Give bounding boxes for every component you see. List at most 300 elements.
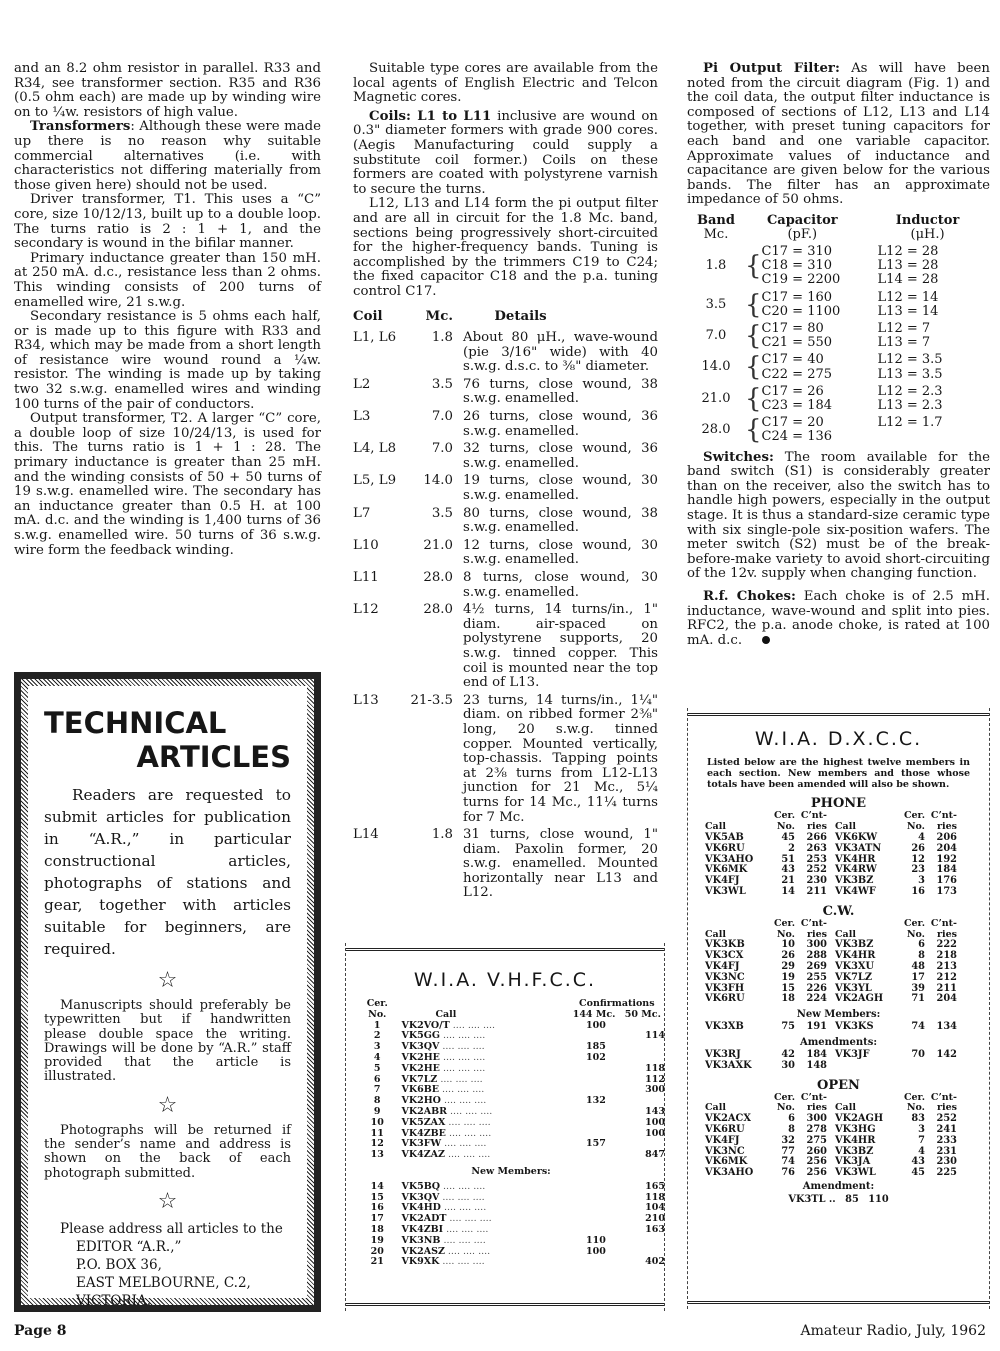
call: VK3JA: [835, 1156, 871, 1168]
leader-dots: .... .... ....: [440, 1180, 486, 1192]
cer-no: 2: [788, 842, 795, 854]
cer-no: 51: [781, 853, 795, 865]
cert-number: 12: [370, 1138, 384, 1150]
call: VK6KW: [835, 831, 878, 843]
address-line: VICTORIA.: [76, 1292, 152, 1309]
cer-no: 48: [911, 960, 925, 972]
column-header: [745, 214, 860, 242]
coil-table: [353, 310, 658, 902]
section-cw: C.W.: [822, 903, 855, 919]
coil-band: 3.5: [431, 505, 453, 521]
callsign-text: VK2HE: [401, 1051, 440, 1063]
cert-number: 8: [373, 1095, 381, 1107]
dxcc-phone-body: [705, 833, 965, 898]
paragraph-pi-filter: [687, 62, 990, 208]
coil-details: 12 turns, close wound, 30 s.w.g. enamelled.: [463, 537, 658, 568]
inductor-value: L12 = 2.3: [877, 383, 943, 399]
cer-no: [895, 1061, 925, 1072]
confirmations-50: 118: [645, 1191, 665, 1203]
cer-no: 6: [788, 1113, 795, 1125]
cert-number: 19: [370, 1234, 384, 1246]
paragraph-text: The room available for the band switch (S1) is considerably greater than on the receiver, also the switch has to handle high powers, especially in the output stage. It is thus a standard-size ceramic type with six single-pole six-position wafers. The meter switch (S2) must be of the break-before-make variety to avoid short-circuiting of the 12v. supply when changing function.: [687, 449, 990, 582]
column-header: Call: [835, 821, 856, 833]
dxcc-intro: Listed below are the highest twelve members in each section. New members and those whose totals have been amended will also be shown.: [707, 757, 970, 790]
countries: 256: [806, 1167, 827, 1179]
confirmations-144: [569, 1107, 626, 1118]
table-row: [353, 691, 658, 825]
heading-chokes: R.f. Chokes:: [703, 588, 796, 604]
cer-no: 16: [911, 885, 925, 897]
countries: 256: [806, 1156, 827, 1168]
cert-number: 11: [370, 1127, 384, 1139]
countries: 218: [936, 950, 957, 962]
call: [835, 1061, 895, 1072]
dxcc-title: W.I.A. D.X.C.C.: [754, 728, 923, 750]
callsign-text: VK5BQ: [401, 1180, 441, 1192]
coil-name: L10: [353, 537, 379, 553]
box-manuscripts: Manuscripts should preferably be typewritten but if handwritten please double space the writing. Drawings will be done by “A.R.” staff provided that the article is illustrated.: [44, 998, 291, 1085]
column-header: Call: [835, 1102, 856, 1114]
header-inductor-unit: (μH.): [910, 226, 945, 242]
header-band-unit: Mc.: [703, 226, 729, 242]
cert-number: 17: [370, 1213, 384, 1225]
call: VK3WL: [705, 885, 746, 897]
callsign-text: VK2HE: [401, 1062, 440, 1074]
paragraph-coils: [353, 110, 658, 198]
band-value: 7.0: [705, 328, 727, 344]
cer-no: 10: [781, 939, 795, 951]
coil-name: L14: [353, 827, 379, 843]
coil-details: 76 turns, close wound, 38 s.w.g. enamelled.: [463, 376, 658, 407]
coil-name: L7: [353, 505, 371, 521]
confirmations-50: 118: [645, 1062, 665, 1074]
heading-pi-filter: Pi Output Filter:: [703, 61, 840, 76]
paragraph: Secondary resistance is 5 ohms each half, or is made up to this figure with R33 and R34, which may be made from a short length of resistance wire wound round a ¼w. resistor. The winding is made up by taking two 32 s.w.g. enamelled wires and winding 100 turns of the pair of conductors.: [14, 309, 321, 412]
column-header: C’nt- ries: [800, 1091, 827, 1114]
column-2: [353, 62, 658, 901]
cer-no: 3: [918, 875, 925, 887]
callsign-text: VK5GG: [401, 1030, 440, 1042]
leader-dots: .... .... ....: [443, 1223, 489, 1235]
confirmations-50: 163: [645, 1223, 665, 1235]
leader-dots: .... .... ....: [439, 1030, 486, 1042]
call: VK3FH: [705, 982, 745, 994]
address-line: EDITOR “A.R.,”: [76, 1238, 182, 1255]
callsign-text: VK2ABR: [401, 1105, 448, 1117]
column-header: Cer. No.: [903, 810, 925, 833]
box-title-line-1: TECHNICAL: [44, 706, 227, 740]
cert-number: 4: [373, 1051, 381, 1063]
table-row: [353, 439, 658, 471]
leader-dots: .... .... ....: [438, 1084, 485, 1096]
confirmations-144: [569, 1257, 626, 1268]
cert-number: 20: [370, 1245, 384, 1257]
table-row: [353, 504, 658, 536]
call: VK3JF: [835, 1048, 870, 1060]
coil-name: L12: [353, 602, 379, 618]
cert-number: 7: [373, 1084, 381, 1096]
column-header: Mc.: [425, 308, 453, 324]
call: VK2AGH: [835, 993, 884, 1005]
countries: 288: [806, 950, 827, 962]
confirmations-144: [569, 1118, 626, 1129]
table-row: [687, 288, 978, 305]
coil-name: L13: [353, 692, 379, 708]
leader-dots: .... .... ....: [441, 1138, 487, 1150]
brace-icon: {: [745, 352, 762, 383]
confirmations-144: 185: [586, 1041, 606, 1053]
confirmations-144: [569, 1150, 626, 1161]
star-icon: ☆: [157, 1188, 178, 1214]
confirmations-144: 102: [586, 1051, 606, 1063]
paragraph-transformers: [14, 120, 321, 193]
vhfcc-body: [357, 1021, 665, 1161]
cer-no: 70: [911, 1048, 925, 1060]
countries: 211: [806, 885, 827, 897]
coil-details: 19 turns, close wound, 30 s.w.g. enamelled.: [463, 473, 658, 504]
table-row: [705, 1136, 965, 1147]
box-intro: Readers are requested to submit articles for publication in “A.R.,” in particular constructional articles, photographs of stations and gear, together with articles suitable for beginners, are required.: [44, 786, 291, 958]
technical-articles-inner: [28, 686, 307, 1309]
cer-no: 15: [781, 982, 795, 994]
leader-dots: .... .... ....: [439, 1062, 486, 1074]
vhfcc-box: [345, 948, 665, 1306]
cer-no: 8: [918, 950, 925, 962]
coil-band: 28.0: [423, 570, 453, 585]
table-row: [687, 413, 978, 430]
header-row: [705, 919, 965, 941]
section-open: OPEN: [817, 1077, 860, 1093]
countries: 253: [806, 853, 827, 865]
countries: 176: [936, 875, 957, 887]
open-amendment-label: Amendment:: [802, 1180, 875, 1192]
confirmations-50: 100: [645, 1127, 665, 1139]
callsign-text: VK3FW: [401, 1138, 442, 1150]
paragraph-text: : Although these were made up there is no reason why suitable commercial alternatives (i.e. with characteristics not differing materially from those given here) should not be used.: [14, 119, 321, 193]
confirmations-50: 104: [645, 1202, 665, 1214]
inductor-value: L12 = 1.7: [877, 415, 943, 431]
leader-dots: .... .... ....: [446, 1213, 492, 1225]
paragraph-switches: [687, 451, 990, 582]
capacitor-value: C17 = 40: [761, 352, 824, 368]
column-1: [14, 62, 321, 558]
cer-no: 26: [911, 842, 925, 854]
call: VK4HR: [835, 853, 876, 865]
call: VK3KS: [835, 1021, 874, 1033]
table-row: [705, 1061, 965, 1072]
paragraph: L12, L13 and L14 form the pi output filter and are all in circuit for the 1.8 Mc. band, sections being progressively short-circuited for the higher-frequency bands. Tuning is accomplished by the trimmers C19 to C24; the fixed capacitor C18 and the p.a. tuning control C17.: [353, 196, 658, 299]
cert-number: 9: [373, 1105, 381, 1117]
column-header: C’nt- ries: [800, 810, 827, 833]
leader-dots: .... .... ....: [439, 1051, 486, 1063]
paragraph: Output transformer, T2. A larger “C” core, a double loop of size 10/24/13, is used for this. The turns ratio is 1 + 1 : 28. The primary inductance is greater than 25 mH. and the winding consists of 50 + 50 turns of 19 s.w.g. enamelled wire. The secondary has an inductance greater than 0.5 H. at 100 mA. d.c. and the winding is 1,400 turns of 36 s.w.g. enamelled wire. 50 turns of 36 s.w.g. wire form the feedback winding.: [14, 411, 321, 558]
table-row: [705, 844, 965, 855]
call: VK4FJ: [705, 1134, 740, 1146]
leader-dots: .... .... ....: [445, 1116, 491, 1128]
countries: 300: [806, 939, 827, 951]
capacitor-value: C24 = 136: [761, 429, 833, 445]
countries: 266: [806, 831, 827, 843]
page-number: Page 8: [14, 1323, 67, 1339]
cer-no: 18: [781, 993, 795, 1005]
cer-no: 14: [781, 885, 795, 897]
dxcc-cw-new-table: [705, 1022, 965, 1033]
column-header: Cer. No.: [773, 810, 795, 833]
header-band: Band: [697, 212, 735, 228]
countries: 134: [936, 1021, 957, 1033]
table-row: [687, 319, 978, 336]
coil-name: L1, L6: [353, 330, 397, 346]
column-header: Call: [435, 1008, 457, 1020]
band-value: 1.8: [705, 258, 727, 274]
cer-no: 30: [781, 1059, 795, 1071]
header-row: [705, 811, 965, 833]
inductor-value: L12 = 3.5: [877, 352, 943, 368]
band-value: 3.5: [705, 296, 727, 312]
confirmations-144: 100: [586, 1245, 606, 1257]
column-header: Coil: [353, 308, 383, 324]
cert-number: 13: [370, 1149, 384, 1161]
cer-no: 74: [781, 1156, 795, 1168]
countries: 252: [806, 864, 827, 876]
countries: 225: [936, 1167, 957, 1179]
call: VK3WL: [835, 1167, 876, 1179]
column-header: Cer. No.: [903, 917, 925, 940]
header-inductor: Inductor: [895, 212, 960, 228]
coil-band: 21.0: [423, 537, 453, 553]
column-header: Call: [705, 928, 726, 940]
dxcc-cw-amend-body: [705, 1050, 965, 1072]
cer-no: 17: [911, 971, 925, 983]
cert-number: 16: [370, 1202, 384, 1214]
table-row: [705, 1168, 965, 1179]
call: VK6MK: [705, 864, 748, 876]
countries: 255: [806, 971, 827, 983]
coil-name: L3: [353, 409, 371, 425]
capacitor-value: C17 = 310: [761, 243, 833, 259]
callsign-text: VK3QV: [401, 1191, 440, 1203]
leader-dots: .... .... ....: [444, 1149, 491, 1161]
callsign-text: VK7LZ: [401, 1073, 438, 1085]
callsign-text: VK4ZBI: [401, 1223, 444, 1235]
callsign-text: VK3QV: [401, 1041, 440, 1053]
box-address-intro: Please address all articles to the: [60, 1220, 283, 1237]
inductor-value: L13 = 3.5: [877, 366, 943, 382]
heading-transformers: Transformers: [30, 119, 131, 135]
capacitor-value: C17 = 26: [761, 383, 824, 399]
paragraph: and an 8.2 ohm resistor in parallel. R33 and R34, see transformer section. R35 and R36 (0.5 ohm each) are made up by winding wire on to ¼w. resistors of high value.: [14, 61, 321, 120]
cw-amendments-label: Amendments:: [799, 1036, 878, 1048]
call: VK6RU: [705, 1123, 745, 1135]
table-row: [687, 382, 978, 399]
leader-dots: .... .... ....: [440, 1202, 487, 1214]
paragraph-text: Each choke is of 2.5 mH. inductance, wave-wound and split into pies. RFC2, the p.a. anode choke, is rated at 100 mA. d.c.: [687, 588, 991, 648]
call: VK3TL: [788, 1193, 826, 1205]
address-line: EAST MELBOURNE, C.2,: [76, 1274, 251, 1291]
countries: 206: [936, 831, 957, 843]
capacitor-value: C23 = 184: [761, 397, 833, 413]
table-row: [353, 471, 658, 503]
band-value: 28.0: [701, 422, 731, 438]
coil-band: 1.8: [431, 827, 453, 843]
confirmations-50: 112: [645, 1073, 665, 1085]
paragraph-text: inclusive are wound on 0.3" diameter formers with grade 900 cores. (Aegis Manufacturing could supply a substitute coil former.) Coils on these formers are coated with polystyrene varnish to secure the turns.: [353, 108, 658, 197]
cer-no: 29: [781, 960, 795, 972]
callsign-text: VK5ZAX: [401, 1116, 446, 1128]
leader-dots: .... .... ....: [439, 1191, 485, 1203]
countries: 192: [936, 853, 957, 865]
countries: 191: [806, 1021, 827, 1033]
vhfcc-new-body: [357, 1182, 665, 1268]
countries: 212: [936, 971, 957, 983]
coil-name: L5, L9: [353, 473, 397, 489]
column-header: 144 Mc.: [572, 1008, 616, 1020]
dxcc-header: [705, 919, 965, 941]
column-header: [860, 214, 978, 242]
pi-filter-table: [687, 214, 978, 445]
box-photographs: Photographs will be returned if the sender’s name and address is shown on the back of each photograph submitted.: [44, 1122, 291, 1181]
confirmations-144: [569, 1214, 626, 1225]
capacitor-value: C21 = 550: [761, 335, 833, 351]
call: VK6RU: [705, 993, 745, 1005]
countries: 211: [936, 982, 957, 994]
inductor-value: L13 = 2.3: [877, 397, 943, 413]
confirmations-50: 165: [645, 1180, 665, 1192]
countries: 148: [806, 1059, 827, 1071]
column-header: Call: [705, 821, 726, 833]
cer-no: 77: [781, 1145, 795, 1157]
table-row: [353, 600, 658, 691]
cer-no: 45: [911, 1167, 925, 1179]
callsign-text: VK2ADT: [401, 1213, 447, 1225]
callsign-text: VK2ASZ: [401, 1245, 445, 1257]
confirmations-50: [626, 1042, 665, 1053]
cert-number: 3: [373, 1041, 381, 1053]
cw-new-members-label: New Members:: [796, 1009, 881, 1021]
column-header: C’nt- ries: [800, 917, 827, 940]
open-amendment-row: VK3TL .. 85 110: [788, 1193, 889, 1205]
confirmations-50: [626, 1236, 665, 1247]
cer-no: 43: [781, 864, 795, 876]
table-row: [353, 407, 658, 439]
call: VK3NC: [705, 971, 745, 983]
cert-number: 15: [370, 1191, 384, 1203]
cer-no: 12: [911, 853, 925, 865]
coil-band: 7.0: [431, 409, 453, 425]
countries: 252: [936, 1113, 957, 1125]
coil-table-body: [353, 328, 658, 901]
countries: 204: [936, 842, 957, 854]
brace-icon: {: [745, 289, 762, 320]
leader-dots: .... .... ....: [444, 1245, 491, 1257]
cert-number: 10: [370, 1116, 384, 1128]
callsign-text: VK4HD: [401, 1202, 441, 1214]
table-row: [353, 536, 658, 568]
callsign-text: VK2VO/T: [401, 1019, 450, 1031]
call: VK3HG: [835, 1123, 876, 1135]
cert-number: 2: [373, 1030, 381, 1042]
coil-details: About 80 μH., wave-wound (pie 3/16" wide) with 40 s.w.g. d.s.c. to ⅜" diameter.: [463, 330, 658, 375]
cer-no: 19: [781, 971, 795, 983]
confirmations-50: 300: [645, 1084, 665, 1096]
vhfcc-new-label-row: [357, 1161, 665, 1182]
dxcc-cw-amend-table: [705, 1050, 965, 1072]
column-header: [687, 214, 745, 242]
cer-no: 4: [918, 1145, 925, 1157]
callsign-text: VK3NB: [401, 1234, 441, 1246]
inductor-value: [860, 430, 978, 444]
call: VK3YL: [835, 982, 872, 994]
coil-band: 14.0: [423, 473, 453, 489]
dxcc-cw-body: [705, 940, 965, 1005]
countries: 213: [936, 960, 957, 972]
heading-switches: Switches:: [703, 449, 774, 465]
paragraph: Driver transformer, T1. This uses a “C” core, size 10/12/13, built up to a double loop. The turns ratio is 2 : 1 + 1, and the secondary is wound in the bifilar manner.: [14, 192, 321, 252]
countries: 230: [936, 1156, 957, 1168]
inductor-value: L13 = 28: [877, 258, 939, 274]
countries: 224: [806, 993, 827, 1005]
confirmations-50: 100: [645, 1116, 665, 1128]
column-header: C’nt- ries: [930, 917, 957, 940]
call: VK3AHO: [705, 853, 754, 865]
table-row: [353, 375, 658, 407]
star-icon: ☆: [157, 1092, 178, 1118]
vhfcc-table: [357, 999, 665, 1268]
address-line: P.O. BOX 36,: [76, 1256, 162, 1273]
confirmations-144: 110: [586, 1234, 606, 1246]
box-title-line-2: ARTICLES: [136, 740, 291, 774]
journal-footer: Amateur Radio, July, 1962: [800, 1323, 986, 1339]
confirmations-144: [569, 1064, 626, 1075]
confirmations-50: 402: [645, 1256, 665, 1268]
column-header: Cer. No.: [773, 1091, 795, 1114]
call: VK4RW: [835, 864, 877, 876]
capacitor-value: C20 = 1100: [761, 303, 841, 319]
leader-dots: .... .... ....: [439, 1041, 485, 1053]
capacitor-value: C19 = 2200: [761, 272, 841, 288]
table-row: [705, 887, 965, 898]
call: VK3KB: [705, 939, 745, 951]
coil-details: 31 turns, close wound, 1" diam. Paxolin former, 20 s.w.g. enamelled. Mounted horizontally near L13 and L12.: [463, 827, 658, 901]
table-row: [357, 1257, 665, 1268]
vhfcc-title: W.I.A. V.H.F.C.C.: [413, 969, 597, 991]
countries: 233: [936, 1134, 957, 1146]
call: VK2ACX: [705, 1113, 751, 1125]
countries: 222: [936, 939, 957, 951]
heading-coils: Coils: L1 to L11: [369, 108, 492, 124]
call: VK3BZ: [835, 875, 874, 887]
countries: 300: [806, 1113, 827, 1125]
coil-band: 7.0: [431, 441, 453, 457]
technical-articles-box: [14, 672, 321, 1312]
countries: [925, 1061, 965, 1072]
leader-dots: .... .... ....: [440, 1234, 486, 1246]
coil-details: 23 turns, 14 turns/in., 1¼" diam. on ribbed former 2⅜" long, 20 s.w.g. tinned copper. Mounted vertically, top-chassis. Tapping points at 2⅜ turns from L12-L13 junction for 21 Mc., 5¼ turns for 14 Mc., 11¼ turns for 7 Mc.: [463, 692, 658, 825]
capacitor-value: C17 = 20: [761, 415, 824, 431]
confirmations-144: 100: [586, 1019, 606, 1031]
countries: 184: [806, 1048, 827, 1060]
brace-icon: {: [745, 383, 762, 414]
paragraph-text: As will have been noted from the circuit diagram (Fig. 1) and the coil data, the output filter inductance is composed of sections of L12, L13 and L14 together, with preset tuning capacitors for each band and one variable capacitor. Approximate values of inductance and capacitance are given below for the various bands. The filter has an approximate impedance of 50 ohms.: [687, 61, 990, 208]
cer-no: 42: [781, 1048, 795, 1060]
countries: 110: [868, 1193, 889, 1205]
coil-band: 3.5: [431, 376, 453, 392]
call: VK3BZ: [835, 1145, 874, 1157]
leader-dots: .... .... ....: [449, 1019, 496, 1031]
cer-no: 21: [781, 875, 795, 887]
cer-no: 4: [918, 831, 925, 843]
cer-no: 26: [781, 950, 795, 962]
